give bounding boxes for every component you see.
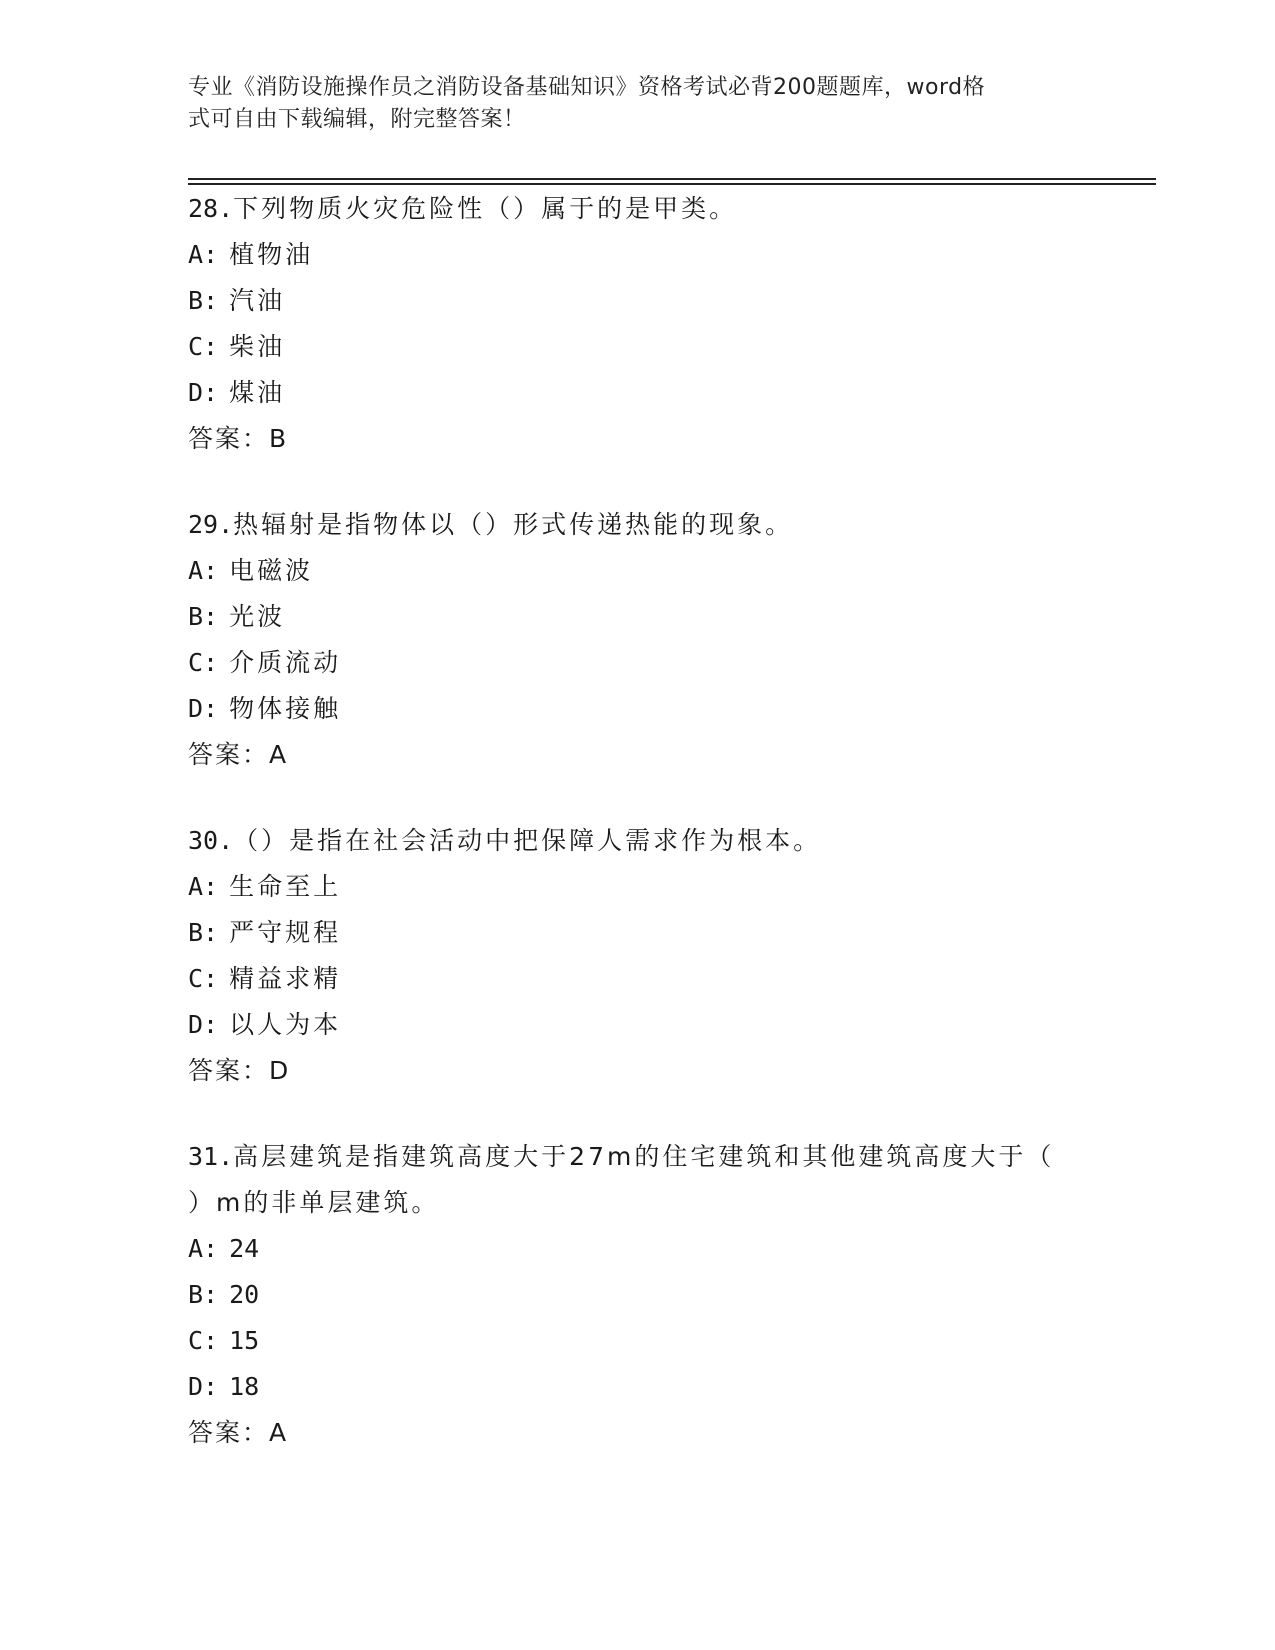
option-text: 20 (229, 1280, 260, 1309)
question-text: （）是指在社会活动中把保障人需求作为根本。 (233, 826, 822, 855)
option-letter: D: (188, 1010, 219, 1039)
option-letter: D: (188, 1372, 219, 1401)
option-letter: D: (188, 694, 219, 723)
option-a (188, 232, 1088, 278)
header-divider-bottom (188, 183, 1156, 185)
answer-label: 答案： (188, 1418, 270, 1447)
option-b (188, 594, 1088, 640)
answer-line (188, 416, 1088, 462)
answer-label: 答案： (188, 1056, 270, 1085)
option-b (188, 278, 1088, 324)
option-letter: D: (188, 378, 219, 407)
option-a (188, 548, 1088, 594)
question-stem-continued: ）m的非单层建筑。 (188, 1188, 440, 1217)
question-number: 31. (188, 1142, 234, 1171)
question-31 (188, 1134, 1088, 1456)
option-d (188, 686, 1088, 732)
answer-value: D (269, 1056, 291, 1085)
option-text: 18 (229, 1372, 260, 1401)
document-header (188, 72, 1068, 136)
option-text: 煤油 (229, 378, 286, 407)
answer-line (188, 1410, 1088, 1456)
question-stem (188, 818, 1088, 864)
question-number: 29. (188, 510, 234, 539)
option-c (188, 956, 1088, 1002)
option-c (188, 640, 1088, 686)
answer-value: B (269, 424, 289, 453)
answer-value: A (269, 740, 289, 769)
option-letter: C: (188, 1326, 219, 1355)
question-text: 热辐射是指物体以（）形式传递热能的现象。 (233, 510, 794, 539)
option-letter: B: (188, 918, 219, 947)
answer-line (188, 732, 1088, 778)
option-b (188, 1272, 1088, 1318)
option-text: 介质流动 (229, 648, 342, 677)
option-text: 15 (229, 1326, 260, 1355)
option-text: 柴油 (229, 332, 286, 361)
option-c (188, 1318, 1088, 1364)
question-number: 30. (188, 826, 234, 855)
option-letter: C: (188, 964, 219, 993)
option-text: 精益求精 (229, 964, 342, 993)
option-text: 生命至上 (229, 872, 342, 901)
option-text: 严守规程 (229, 918, 342, 947)
option-c (188, 324, 1088, 370)
option-letter: B: (188, 602, 219, 631)
header-line-2: 式可自由下载编辑，附完整答案！ (188, 107, 526, 132)
answer-value: A (269, 1418, 289, 1447)
option-text: 物体接触 (229, 694, 342, 723)
question-28 (188, 186, 1088, 462)
option-letter: A: (188, 556, 219, 585)
question-30 (188, 818, 1088, 1094)
question-stem (188, 1134, 1088, 1180)
question-stem (188, 502, 1088, 548)
question-text: 高层建筑是指建筑高度大于27m的住宅建筑和其他建筑高度大于（ (233, 1142, 1055, 1171)
option-letter: A: (188, 872, 219, 901)
option-d (188, 1002, 1088, 1048)
option-a (188, 864, 1088, 910)
option-text: 光波 (229, 602, 286, 631)
answer-line (188, 1048, 1088, 1094)
option-letter: C: (188, 332, 219, 361)
header-divider-top (188, 178, 1156, 180)
question-29 (188, 502, 1088, 778)
question-number: 28. (188, 194, 234, 223)
option-text: 植物油 (229, 240, 314, 269)
option-text: 汽油 (229, 286, 286, 315)
option-letter: A: (188, 240, 219, 269)
answer-label: 答案： (188, 740, 270, 769)
option-text: 以人为本 (229, 1010, 342, 1039)
option-a (188, 1226, 1088, 1272)
option-letter: B: (188, 1280, 219, 1309)
question-stem (188, 186, 1088, 232)
option-letter: B: (188, 286, 219, 315)
option-text: 电磁波 (229, 556, 314, 585)
option-letter: A: (188, 1234, 219, 1263)
option-d (188, 370, 1088, 416)
answer-label: 答案： (188, 424, 270, 453)
option-text: 24 (229, 1234, 260, 1263)
option-b (188, 910, 1088, 956)
option-letter: C: (188, 648, 219, 677)
header-line-1: 专业《消防设施操作员之消防设备基础知识》资格考试必背200题题库，word格 (188, 75, 986, 100)
option-d (188, 1364, 1088, 1410)
question-text: 下列物质火灾危险性（）属于的是甲类。 (233, 194, 738, 223)
